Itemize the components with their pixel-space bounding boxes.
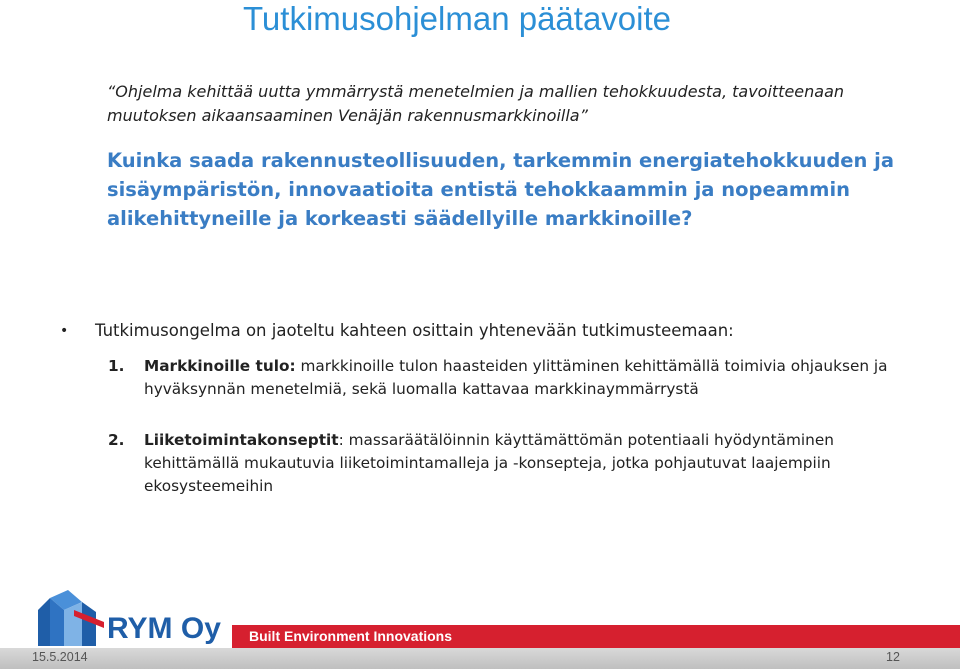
numbered-item-1: [108, 355, 928, 401]
item-text: : massaräätälöinnin käyttämättömän potentiaali hyödyntäminen kehittämällä mukautuvia liiketoimintamalleja ja -konsepteja, jotka pohjautuvat laajempiin ekosysteemeihin: [144, 431, 834, 495]
bullet-text: Tutkimusongelma on jaoteltu kahteen osittain yhtenevään tutkimusteemaan:: [95, 321, 734, 340]
footer-gray-band: [0, 648, 960, 669]
item-lead: Markkinoille tulo:: [144, 357, 296, 375]
item-text: markkinoille tulon haasteiden ylittäminen kehittämällä toimivia ohjauksen ja hyväksynnän menetelmiä, sekä luomalla kattavaa markkinaymmärrystä: [144, 357, 888, 398]
item-number: 1.: [108, 357, 125, 375]
slide-date: 15.5.2014: [32, 650, 88, 664]
bullet-dot-icon: •: [60, 323, 69, 339]
page-number: 12: [886, 650, 900, 664]
slide-title: Tutkimusohjelman päätavoite: [243, 0, 672, 37]
research-question: Kuinka saada rakennusteollisuuden, tarkemmin energiatehokkuuden ja sisäympäristön, innovaatioita entistä tehokkaammin ja nopeammin alikehittyneille ja korkeasti säädellyille markkinoille?: [107, 149, 895, 230]
item-number: 2.: [108, 431, 125, 449]
item-lead: Liiketoimintakonseptit: [144, 431, 339, 449]
numbered-item-2: [108, 429, 928, 498]
tagline: Built Environment Innovations: [249, 628, 453, 644]
company-name: RYM Oy: [107, 612, 221, 645]
quote-text: “Ohjelma kehittää uutta ymmärrystä menetelmien ja mallien tehokkuudesta, tavoitteenaan muutoksen aikaansaaminen Venäjän rakennusmarkkinoilla”: [107, 82, 845, 125]
rym-house-logo-icon: [34, 588, 108, 648]
tagline-bar: [232, 625, 960, 648]
